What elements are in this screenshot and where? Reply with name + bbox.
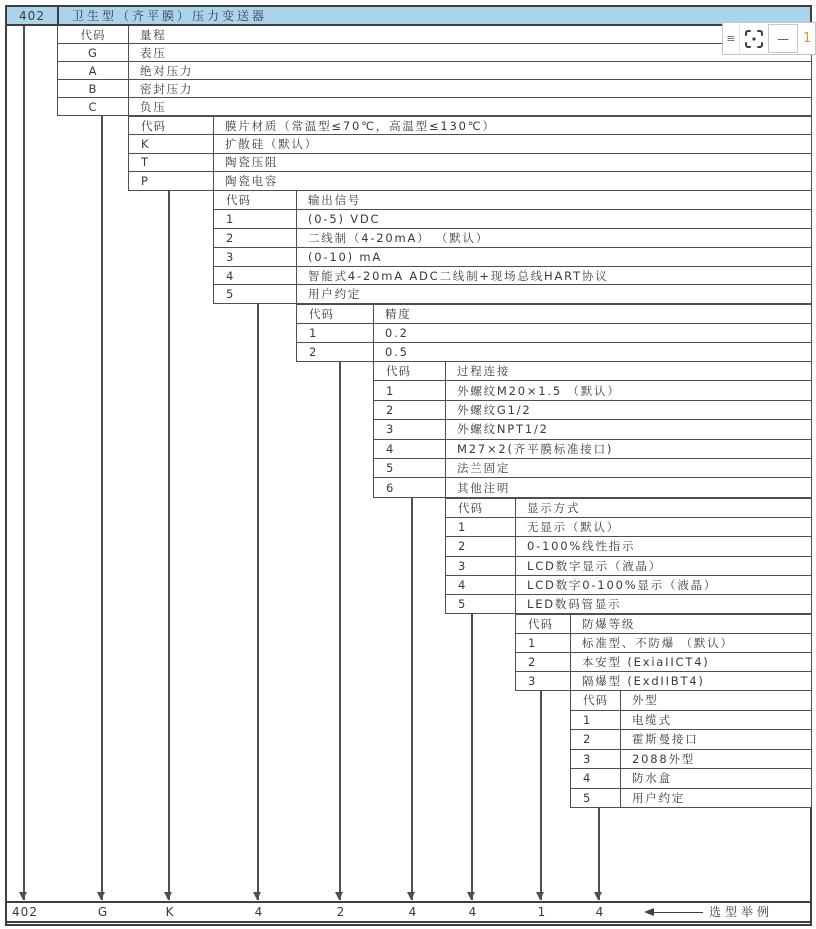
connector-line xyxy=(257,304,259,900)
fit-to-screen-button[interactable] xyxy=(744,29,764,49)
option-code: 2 xyxy=(214,229,297,247)
example-value: 4 xyxy=(408,905,418,919)
option-row xyxy=(373,439,812,459)
option-row xyxy=(445,517,812,537)
connector-line xyxy=(411,497,413,900)
option-code: 3 xyxy=(214,248,297,266)
option-row xyxy=(57,43,812,62)
option-code: 1 xyxy=(446,518,516,536)
option-code: 2 xyxy=(571,730,621,749)
option-row xyxy=(445,536,812,556)
option-label: LCD数字0-100%显示（液晶） xyxy=(527,577,718,592)
option-row xyxy=(213,247,812,267)
example-value: 4 xyxy=(254,905,264,919)
block-header-row xyxy=(296,304,812,324)
example-value: 4 xyxy=(595,905,605,919)
option-code: 4 xyxy=(571,769,621,788)
option-row xyxy=(128,134,812,153)
option-row xyxy=(570,710,812,731)
option-row xyxy=(213,228,812,248)
code-header: 代码 xyxy=(214,191,297,209)
option-label: 无显示（默认） xyxy=(527,520,621,535)
option-code: G xyxy=(58,44,129,61)
connector-line xyxy=(540,689,542,900)
option-label: 防水盒 xyxy=(632,771,672,786)
block-process-connection xyxy=(373,361,812,498)
option-label: 外螺纹G1/2 xyxy=(457,402,532,417)
block-explosion-proof xyxy=(515,614,812,691)
option-label: 电缆式 xyxy=(632,712,672,727)
option-label: 隔爆型 (ExdIIBT4) xyxy=(582,673,705,688)
option-code: 2 xyxy=(374,401,446,419)
option-code: 1 xyxy=(297,324,374,342)
label-header: 过程连接 xyxy=(457,364,511,379)
block-header-row xyxy=(128,116,812,135)
option-code: 2 xyxy=(297,343,374,361)
arrow-down-icon xyxy=(97,892,105,900)
option-row xyxy=(373,458,812,478)
option-label: LCD数字显示（液晶） xyxy=(527,558,663,573)
option-row xyxy=(373,400,812,420)
option-label: 绝对压力 xyxy=(140,63,194,78)
block-housing-type xyxy=(570,690,812,808)
option-code: 2 xyxy=(516,653,571,671)
option-code: 4 xyxy=(374,440,446,458)
example-row xyxy=(5,901,812,923)
block-header-row xyxy=(57,25,812,44)
option-code: 4 xyxy=(446,576,516,594)
example-value: 4 xyxy=(468,905,478,919)
option-label: M27×2(齐平膜标准接口) xyxy=(457,441,614,456)
option-label: 负压 xyxy=(140,99,167,114)
option-label: 其他注明 xyxy=(457,480,511,495)
option-label: 0.2 xyxy=(385,325,409,340)
option-row xyxy=(296,342,812,362)
option-code: 4 xyxy=(214,267,297,285)
code-header: 代码 xyxy=(374,362,446,380)
option-code: T xyxy=(129,154,214,171)
option-label: 陶瓷压阻 xyxy=(225,155,279,170)
option-row xyxy=(445,594,812,614)
example-value: 1 xyxy=(537,905,547,919)
option-label: 表压 xyxy=(140,45,167,60)
arrow-down-icon xyxy=(594,892,602,900)
block-range xyxy=(57,25,812,116)
option-label: 标准型、不防爆 （默认） xyxy=(582,635,734,650)
block-header-row xyxy=(515,614,812,634)
option-label: 密封压力 xyxy=(140,81,194,96)
option-code: 6 xyxy=(374,478,446,496)
option-row xyxy=(128,153,812,172)
option-code: C xyxy=(58,98,129,115)
option-label: (0-10) mA xyxy=(308,249,382,264)
viewer-toolbar xyxy=(722,22,816,55)
arrow-down-icon xyxy=(253,892,261,900)
zoom-level-value[interactable]: 1 xyxy=(803,31,812,46)
connector-line xyxy=(101,116,103,900)
page-title: 卫生型（齐平膜）压力变送器 xyxy=(72,9,268,23)
option-label: 用户约定 xyxy=(632,790,686,805)
example-value: K xyxy=(165,905,175,919)
option-row xyxy=(296,323,812,343)
zoom-out-button[interactable]: — xyxy=(768,24,798,53)
option-label: 0-100%线性指示 xyxy=(527,539,636,554)
option-row xyxy=(57,61,812,80)
arrow-down-icon xyxy=(467,892,475,900)
option-row xyxy=(570,768,812,789)
option-label: 外螺纹NPT1/2 xyxy=(457,422,549,437)
example-value: 2 xyxy=(336,905,346,919)
label-header: 量程 xyxy=(140,27,167,42)
code-header: 代码 xyxy=(297,305,374,323)
option-code: 5 xyxy=(446,595,516,613)
option-code: A xyxy=(58,62,129,79)
label-header: 膜片材质（常温型≤70℃，高温型≤130℃） xyxy=(225,118,496,133)
option-code: 1 xyxy=(516,634,571,652)
option-row xyxy=(128,171,812,190)
option-row xyxy=(373,477,812,497)
option-label: 霍斯曼接口 xyxy=(632,732,699,747)
connector-line xyxy=(471,613,473,900)
block-header-row xyxy=(213,190,812,210)
label-header: 显示方式 xyxy=(527,501,581,516)
code-header: 代码 xyxy=(58,26,129,43)
block-diaphragm-material xyxy=(128,116,812,191)
option-row xyxy=(515,671,812,691)
option-code: P xyxy=(129,172,214,189)
option-label: 二线制（4-20mA） （默认） xyxy=(308,230,490,245)
option-label: 扩散硅（默认） xyxy=(225,137,319,152)
connector-line xyxy=(339,361,341,900)
arrow-down-icon xyxy=(407,892,415,900)
option-label: 外螺纹M20×1.5 （默认） xyxy=(457,383,621,398)
block-display-mode xyxy=(445,498,812,614)
option-row xyxy=(515,633,812,653)
option-label: 陶瓷电容 xyxy=(225,173,279,188)
block-accuracy xyxy=(296,304,812,362)
option-row xyxy=(57,79,812,98)
label-header: 防爆等级 xyxy=(582,616,636,631)
option-code: B xyxy=(58,80,129,97)
option-code: 1 xyxy=(214,210,297,228)
connector-line xyxy=(168,190,170,900)
block-header-row xyxy=(445,498,812,518)
code-header: 代码 xyxy=(129,117,214,134)
option-label: 0.5 xyxy=(385,344,409,359)
option-label: 本安型 (ExiaIICT4) xyxy=(582,654,710,669)
example-value: 402 xyxy=(12,905,38,919)
connector-line xyxy=(23,25,25,900)
model-number: 402 xyxy=(7,7,59,24)
option-row xyxy=(213,284,812,304)
option-row xyxy=(213,209,812,229)
menu-icon[interactable]: ≡ xyxy=(726,32,736,45)
title-band xyxy=(5,5,812,26)
option-row xyxy=(213,266,812,286)
option-code: 2 xyxy=(446,537,516,555)
option-row xyxy=(373,419,812,439)
option-code: 3 xyxy=(516,672,571,690)
arrow-line xyxy=(653,912,703,914)
block-output-signal xyxy=(213,190,812,304)
option-code: 3 xyxy=(374,420,446,438)
option-label: 2088外型 xyxy=(632,751,696,766)
example-value: G xyxy=(97,905,109,919)
label-header: 外型 xyxy=(632,693,659,708)
label-header: 输出信号 xyxy=(308,192,362,207)
code-header: 代码 xyxy=(516,615,571,633)
option-code: 5 xyxy=(214,285,297,303)
option-row xyxy=(570,729,812,750)
option-code: 5 xyxy=(571,789,621,808)
code-header: 代码 xyxy=(446,499,516,517)
option-row xyxy=(515,652,812,672)
arrow-down-icon xyxy=(335,892,343,900)
option-code: 1 xyxy=(374,381,446,399)
option-label: 智能式4-20mA ADC二线制+现场总线HART协议 xyxy=(308,268,609,283)
arrow-down-icon xyxy=(19,892,27,900)
option-row xyxy=(445,556,812,576)
option-code: K xyxy=(129,135,214,152)
option-label: 用户约定 xyxy=(308,287,362,302)
option-row xyxy=(445,575,812,595)
option-label: 法兰固定 xyxy=(457,461,511,476)
block-header-row xyxy=(570,690,812,711)
option-row xyxy=(57,97,812,116)
option-code: 5 xyxy=(374,459,446,477)
option-label: (0-5) VDC xyxy=(308,211,381,226)
option-row xyxy=(570,749,812,770)
code-header: 代码 xyxy=(571,691,621,710)
arrow-down-icon xyxy=(536,892,544,900)
label-header: 精度 xyxy=(385,306,412,321)
option-code: 3 xyxy=(446,557,516,575)
option-label: LED数码管显示 xyxy=(527,597,622,612)
option-row xyxy=(570,788,812,809)
toolbar-divider xyxy=(739,23,740,54)
arrow-down-icon xyxy=(164,892,172,900)
option-row xyxy=(373,380,812,400)
connector-line xyxy=(598,807,600,900)
block-header-row xyxy=(373,361,812,381)
option-code: 3 xyxy=(571,750,621,769)
example-label: 选型举例 xyxy=(709,905,774,919)
option-code: 1 xyxy=(571,711,621,730)
focus-corners-icon xyxy=(744,29,764,49)
